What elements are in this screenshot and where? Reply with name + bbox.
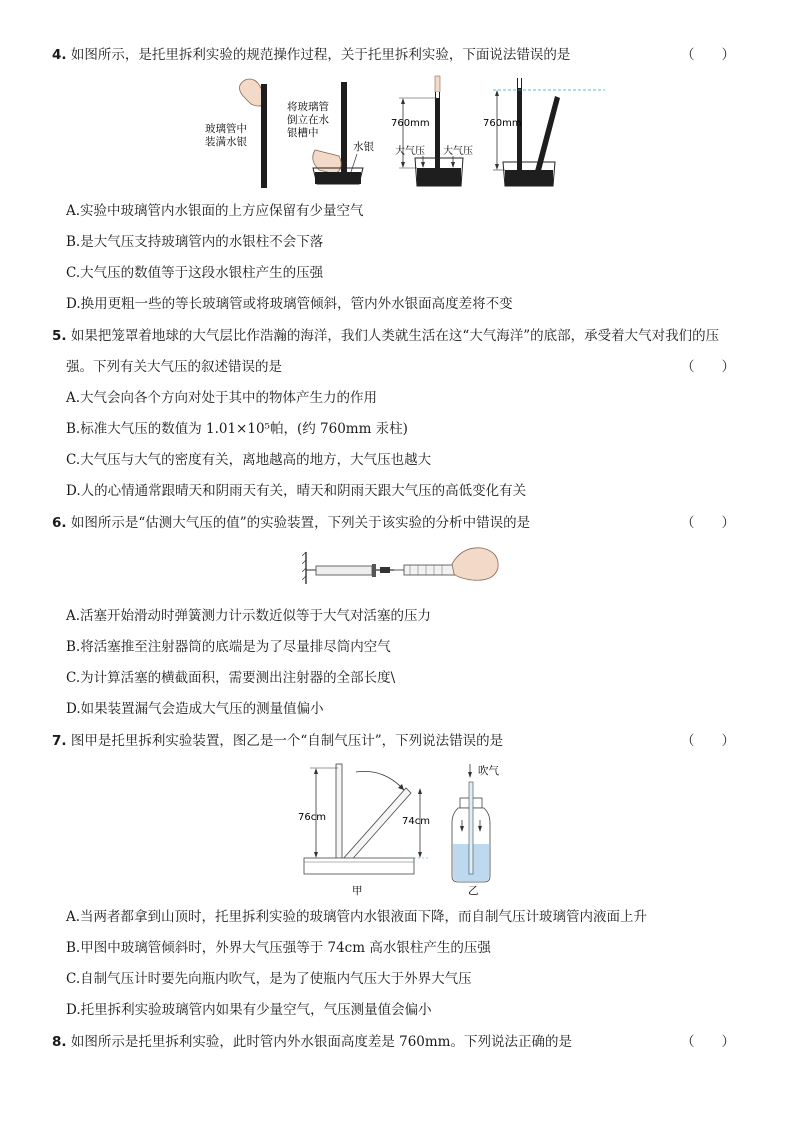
q4-option-d: D.换用更粗一些的等长玻璃管或将玻璃管倾斜，管内外水银面高度差将不变 (66, 296, 513, 312)
question-7-answer-bracket: （ ） (681, 733, 735, 749)
question-4-stem: 4. 如图所示，是托里拆利实验的规范操作过程，关于托里拆利实验，下面说法错误的是 (52, 47, 571, 63)
syringe (316, 566, 372, 575)
question-4-answer-bracket: （ ） (681, 47, 735, 63)
svg-text:大气压: 大气压 (395, 146, 425, 157)
q5-option-d: D.人的心情通常跟晴天和阴雨天有关，晴天和阴雨天跟大气压的高低变化有关 (66, 483, 527, 499)
svg-text:水银: 水银 (353, 141, 374, 153)
question-7-figure (298, 760, 518, 900)
svg-text:装满水银: 装满水银 (205, 136, 247, 148)
q6-option-d: D.如果装置漏气会造成大气压的测量值偏小 (66, 701, 324, 717)
svg-text:将玻璃管: 将玻璃管 (287, 101, 329, 113)
question-6-stem: 6. 如图所示是“估测大气压的值”的实验装置，下列关于该实验的分析中错误的是 (52, 515, 531, 531)
q4-option-c: C.大气压的数值等于这段水银柱产生的压强 (66, 265, 324, 281)
svg-text:玻璃管中: 玻璃管中 (205, 123, 247, 135)
question-5-stem-cont: 强。下列有关大气压的叙述错误的是 (66, 359, 282, 375)
q5-option-a: A.大气会向各个方向对处于其中的物体产生力的作用 (66, 390, 378, 406)
question-5-answer-bracket: （ ） (681, 359, 735, 375)
svg-text:76cm: 76cm (298, 812, 326, 823)
q7-option-c: C.自制气压计时要先向瓶内吹气，是为了使瓶内气压大于外界大气压 (66, 971, 472, 987)
question-6-answer-bracket: （ ） (681, 515, 735, 531)
q5-option-c: C.大气压与大气的密度有关，离地越高的地方，大气压也越大 (66, 452, 432, 468)
filled-tube-1 (261, 84, 267, 188)
q7-option-b: B.甲图中玻璃管倾斜时，外界大气压强等于 74cm 高水银柱产生的压强 (66, 940, 491, 956)
svg-text:倒立在水: 倒立在水 (287, 114, 329, 126)
question-5-stem: 5. 如果把笼罩着地球的大气层比作浩瀚的海洋，我们人类就生活在这“大气海洋”的底部，承受着大气对我们的压 (52, 328, 720, 344)
filled-tube-2 (341, 82, 347, 182)
q4-option-b: B.是大气压支持玻璃管内的水银柱不会下落 (66, 234, 324, 250)
q7-option-d: D.托里拆利实验玻璃管内如果有少量空气，气压测量值会偏小 (66, 1002, 432, 1018)
svg-text:乙: 乙 (468, 885, 479, 897)
q7-option-a: A.当两者都拿到山顶时，托里拆利实验的玻璃管内水银液面下降，而自制气压计玻璃管内液面上升 (66, 909, 648, 925)
q6-option-c: C.为计算活塞的横截面积，需要测出注射器的全部长度\ (66, 670, 396, 686)
q6-option-b: B.将活塞推至注射器筒的底端是为了尽量排尽筒内空气 (66, 639, 391, 655)
svg-text:74cm: 74cm (402, 816, 430, 827)
q4-option-a: A.实验中玻璃管内水银面的上方应保留有少量空气 (66, 203, 364, 219)
svg-text:大气压: 大气压 (443, 146, 473, 157)
svg-text:甲: 甲 (352, 885, 363, 897)
q5-option-b: B.标准大气压的数值为 1.01×10⁵帕，(约 760mm 汞柱) (66, 421, 408, 437)
question-7-stem: 7. 图甲是托里拆利实验装置，图乙是一个“自制气压计”，下列说法错误的是 (52, 733, 504, 749)
question-8-stem: 8. 如图所示是托里拆利实验，此时管内外水银面高度差是 760mm。下列说法正确的是 (52, 1034, 572, 1050)
svg-text:760mm: 760mm (391, 118, 430, 129)
question-6-figure (302, 544, 502, 590)
question-4-figure (205, 74, 605, 194)
svg-text:760mm: 760mm (483, 118, 522, 129)
svg-text:吹气: 吹气 (478, 765, 499, 777)
q6-option-a: A.活塞开始滑动时弹簧测力计示数近似等于大气对活塞的压力 (66, 608, 432, 624)
spring-scale (404, 565, 456, 575)
question-8-answer-bracket: （ ） (681, 1034, 735, 1050)
svg-text:银槽中: 银槽中 (287, 127, 319, 139)
